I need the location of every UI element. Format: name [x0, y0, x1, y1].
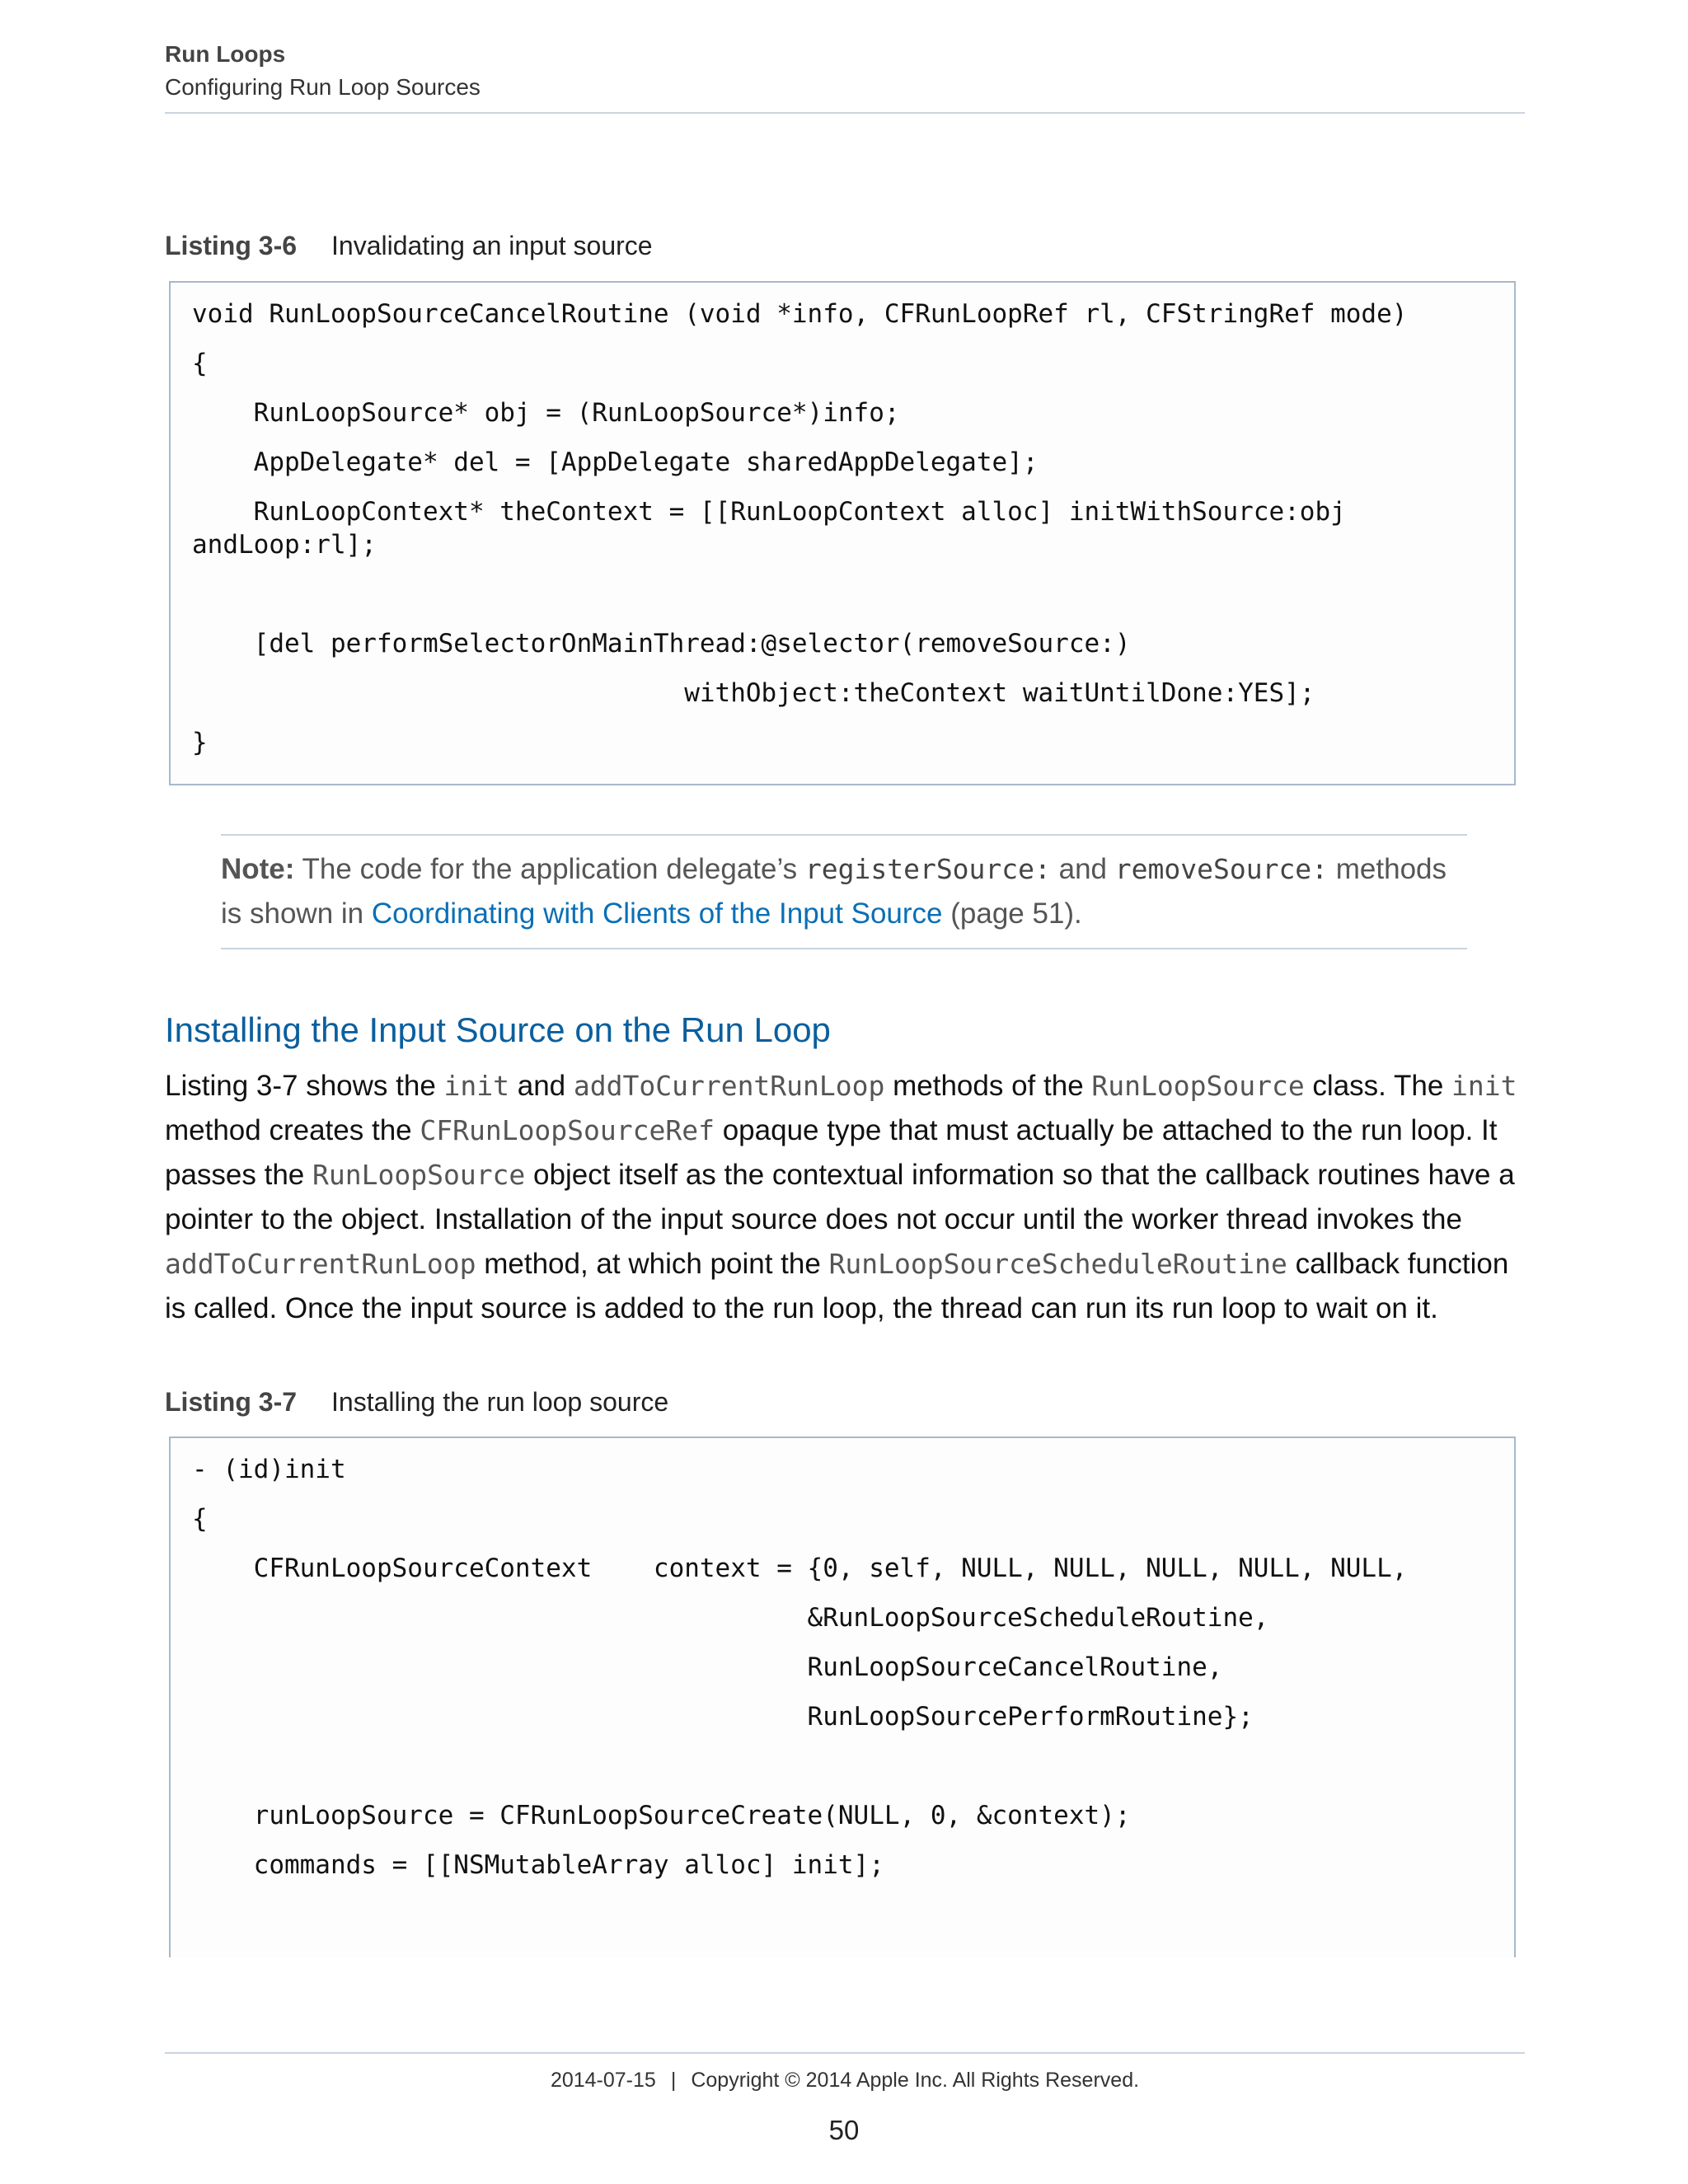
listing-3-6-code — [169, 281, 1516, 785]
footer-date: 2014-07-15 — [550, 2069, 656, 2092]
code-line: [del performSelectorOnMainThread:@selector(removeSource:) — [192, 629, 1131, 658]
paragraph-text: method, at which point the — [484, 1248, 821, 1280]
section-title: Configuring Run Loop Sources — [165, 74, 481, 100]
page-header — [165, 38, 1525, 114]
note-text: methods is shown in — [221, 853, 1447, 930]
paragraph-text: and — [517, 1070, 566, 1102]
chapter-title: Run Loops — [165, 41, 286, 67]
inline-code: CFRunLoopSourceRef — [420, 1114, 715, 1146]
paragraph-text: opaque type that must actually be attached to the run loop. It passes the — [165, 1114, 1498, 1191]
listing-3-7-code — [169, 1436, 1516, 1957]
note-code: registerSource: — [804, 853, 1051, 885]
code-line: runLoopSource = CFRunLoopSourceCreate(NULL, 0, &context); — [192, 1801, 1131, 1830]
listing-3-7-number: Listing 3-7 — [165, 1387, 298, 1417]
section-paragraph — [165, 1064, 1533, 1331]
inline-code: RunLoopSource — [1091, 1070, 1305, 1102]
code-line: } — [192, 728, 208, 757]
listing-3-6-number: Listing 3-6 — [165, 231, 298, 260]
code-line: - (id)init — [192, 1455, 346, 1484]
code-line: RunLoopSourcePerformRoutine}; — [192, 1702, 1254, 1732]
note-link[interactable]: Coordinating with Clients of the Input Source — [371, 898, 943, 930]
paragraph-text: methods of the — [893, 1070, 1084, 1102]
inline-code: addToCurrentRunLoop — [573, 1070, 885, 1102]
listing-3-7-title: Installing the run loop source — [331, 1387, 669, 1417]
paragraph-text: class. The — [1312, 1070, 1444, 1102]
code-line: CFRunLoopSourceContext context = {0, self, NULL, NULL, NULL, NULL, NULL, — [192, 1554, 1408, 1583]
page-footer — [165, 2052, 1525, 2093]
code-line: { — [192, 349, 208, 378]
code-line: &RunLoopSourceScheduleRoutine, — [192, 1603, 1269, 1633]
inline-code: RunLoopSource — [312, 1159, 526, 1191]
code-line: RunLoopSource* obj = (RunLoopSource*)info; — [192, 398, 900, 428]
section-heading: Installing the Input Source on the Run Loop — [165, 1010, 831, 1049]
inline-code: init — [1451, 1070, 1517, 1102]
code-line: { — [192, 1504, 208, 1534]
footer-copyright: Copyright © 2014 Apple Inc. All Rights Reserved. — [691, 2069, 1140, 2092]
inline-code: init — [443, 1070, 510, 1102]
code-line: RunLoopSourceCancelRoutine, — [192, 1652, 1223, 1682]
listing-3-6-caption — [165, 229, 653, 262]
note-code: removeSource: — [1114, 853, 1329, 885]
note-text: and — [1058, 853, 1108, 885]
note-box — [221, 834, 1467, 949]
code-line: AppDelegate* del = [AppDelegate sharedAppDelegate]; — [192, 448, 1039, 477]
code-line: andLoop:rl]; — [192, 530, 377, 560]
footer-separator: | — [670, 2069, 677, 2092]
page-number: 50 — [828, 2115, 860, 2145]
paragraph-text: object itself as the contextual information so that the callback routines have a pointer to the object. Installation of the input source does not occur until the worker thread invokes the — [165, 1159, 1515, 1235]
inline-code: addToCurrentRunLoop — [165, 1248, 476, 1280]
listing-3-7-caption — [165, 1385, 668, 1418]
code-line — [192, 1750, 1493, 1783]
note-text: (page 51). — [950, 898, 1082, 930]
listing-3-6-title: Invalidating an input source — [331, 231, 653, 260]
paragraph-text: callback function is called. Once the input source is added to the run loop, the thread can run its run loop to wait on it. — [165, 1248, 1509, 1324]
inline-code: RunLoopSourceScheduleRoutine — [828, 1248, 1287, 1280]
note-label: Note: — [221, 853, 295, 885]
paragraph-text: method creates the — [165, 1114, 412, 1146]
code-line — [192, 578, 1493, 611]
code-line: withObject:theContext waitUntilDone:YES]; — [192, 678, 1315, 708]
code-line: void RunLoopSourceCancelRoutine (void *info, CFRunLoopRef rl, CFStringRef mode) — [192, 299, 1408, 329]
code-line: commands = [[NSMutableArray alloc] init]; — [192, 1850, 884, 1880]
paragraph-text: Listing 3-7 shows the — [165, 1070, 436, 1102]
note-text: The code for the application delegate’s — [302, 853, 798, 885]
code-line: RunLoopContext* theContext = [[RunLoopContext alloc] initWithSource:obj — [192, 497, 1346, 527]
